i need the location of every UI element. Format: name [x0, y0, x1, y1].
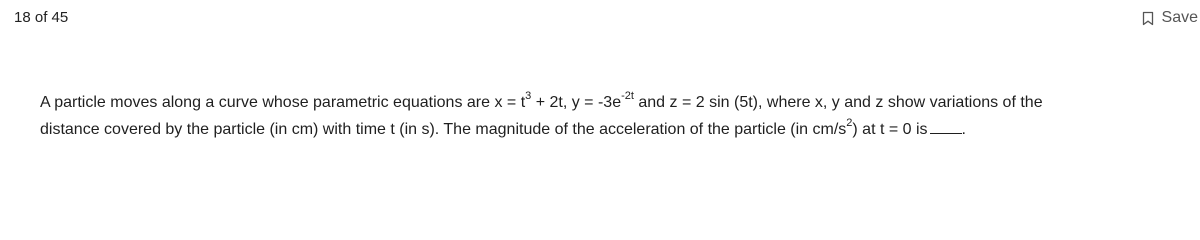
- answer-blank: [930, 117, 962, 134]
- question-text-segment: ) at t = 0 is: [852, 121, 928, 138]
- superscript: 2: [846, 116, 853, 129]
- question-text-segment: + 2t, y = -3e: [531, 94, 622, 111]
- superscript: -2t: [621, 89, 634, 102]
- question-line-1: [40, 89, 1190, 116]
- question-counter: 18 of 45: [14, 9, 69, 26]
- question-text: [40, 89, 1190, 143]
- question-text-segment: A particle moves along a curve whose parametric equations are x = t: [40, 94, 526, 111]
- question-text-segment: distance covered by the particle (in cm) with time t (in s). The magnitude of the acceleration of the particle (in cm/s: [40, 121, 847, 138]
- question-text-segment: .: [961, 121, 966, 138]
- superscript: 3: [525, 89, 532, 102]
- question-text-segment: and z = 2 sin (5t), where x, y and z show variations of the: [633, 94, 1043, 111]
- save-button[interactable]: [1138, 7, 1200, 29]
- question-header: [0, 0, 1200, 36]
- save-label: Save: [1161, 9, 1198, 26]
- question-line-2: [40, 116, 1190, 143]
- bookmark-icon: [1142, 11, 1154, 26]
